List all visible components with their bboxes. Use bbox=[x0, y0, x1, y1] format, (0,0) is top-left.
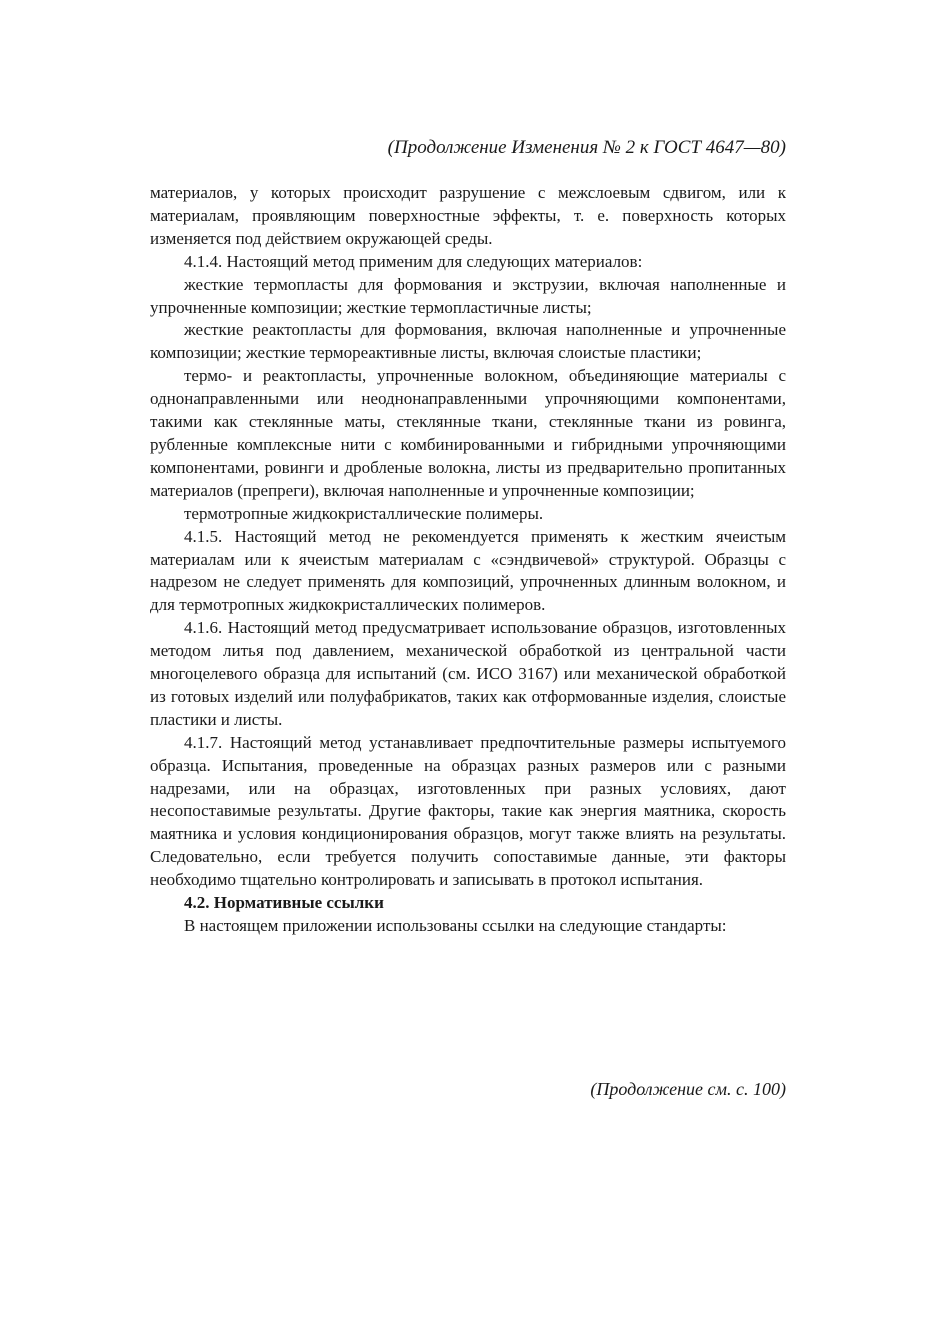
continuation-header: (Продолжение Изменения № 2 к ГОСТ 4647—80) bbox=[387, 137, 786, 158]
paragraph-4-1-6: 4.1.6. Настоящий метод предусматривает использование образцов, изготовленных методом литья под давлением, механической обработкой из центральной части многоцелевого образца для испытаний (см. ИСО 3167) или механической обработкой из готовых изделий или полуфабрикатов, таких как отформованные изделия, слоистые пластики и листы. bbox=[150, 618, 786, 729]
paragraph-references: В настоящем приложении использованы ссылки на следующие стандарты: bbox=[184, 916, 727, 935]
paragraph-4-1-4: 4.1.4. Настоящий метод применим для следующих материалов: bbox=[184, 251, 643, 271]
paragraph-thermosets: жесткие реактопласты для формования, включая наполненные и упрочненные композиции; жесткие термореактивные листы, включая слоистые пластики; bbox=[150, 320, 786, 363]
paragraph-liquid-crystal: термотропные жидкокристаллические полимеры. bbox=[184, 503, 544, 523]
paragraph-thermoplastics: жесткие термопласты для формования и экструзии, включая наполненные и упрочненные композиции; жесткие термопластичные листы; bbox=[150, 274, 786, 317]
continuation-footer: (Продолжение см. с. 100) bbox=[590, 1079, 786, 1099]
paragraph-4-1-7: 4.1.7. Настоящий метод устанавливает предпочтительные размеры испытуемого образца. Испытания, проведенные на образцах разных размеров или с разными надрезами, или на образцах, изготовленных при разных условиях, дают несопоставимые результаты. Другие факторы, такие как энергия маятника, скорость маятника и условия кондиционирования образцов, могут также влиять на результаты. Следовательно, если требуется получить сопоставимые данные, эти факторы необходимо тщательно контролировать и записывать в протокол испытания. bbox=[150, 732, 786, 890]
paragraph-continued: материалов, у которых происходит разрушение с межслоевым сдвигом, или к материалам, проявляющим поверхностные эффекты, т. е. поверхность которых изменяется под действием окружающей среды. bbox=[150, 183, 786, 248]
paragraph-fiber-reinforced: термо- и реактопласты, упрочненные волокном, объединяющие материалы с однонаправленными или неоднонаправленными упрочняющими компонентами, такими как стеклянные маты, стеклянные ткани, стеклянные ткани из ровинга, рубленные комплексные нити с комбинированными и гибридными упрочняющими компонентами, ровинги и дробленые волокна, листы из предварительно пропитанных материалов (препреги), включая наполненные и упрочненные композиции; bbox=[150, 366, 786, 500]
section-heading-4-2: 4.2. Нормативные ссылки bbox=[184, 893, 384, 913]
paragraph-4-1-5: 4.1.5. Настоящий метод не рекомендуется применять к жестким ячеистым материалам или к ячеистым материалам с «сэндвичевой» структурой. Образцы с надрезом не следует применять для композиций, упрочненных длинным волокном, и для термотропных жидкокристаллических полимеров. bbox=[150, 526, 786, 615]
body-text bbox=[150, 182, 786, 938]
